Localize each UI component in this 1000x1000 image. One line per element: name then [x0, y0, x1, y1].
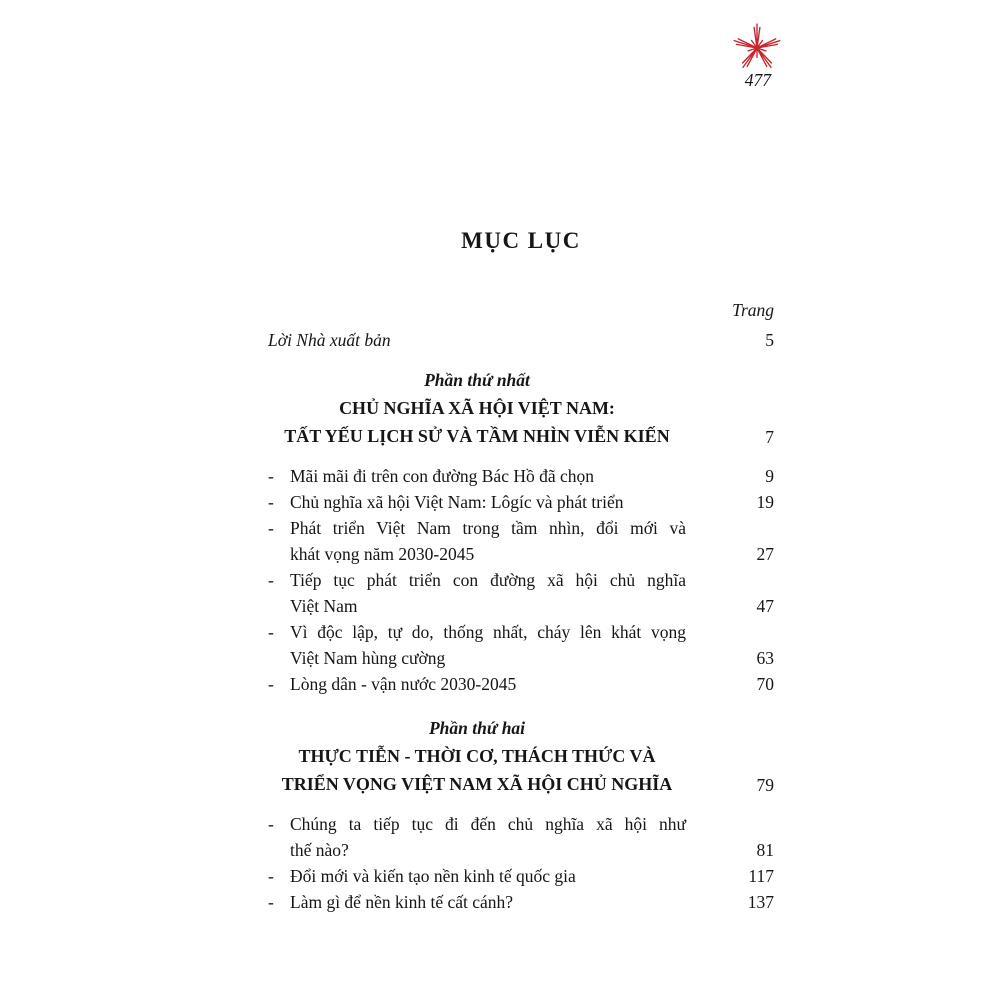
- toc-item-text: [268, 567, 716, 619]
- toc-item-page: 117: [748, 866, 774, 886]
- toc-item: [268, 489, 774, 515]
- toc-item-line: Vì độc lập, tự do, thống nhất, cháy lên khát vọng: [290, 622, 686, 642]
- toc-item-line: Việt Nam hùng cường: [290, 648, 446, 668]
- toc-item: [268, 889, 774, 915]
- toc-item: [268, 515, 774, 567]
- toc-item-line: Việt Nam: [290, 596, 358, 616]
- toc-item-page: 137: [747, 892, 774, 912]
- toc-item-line: Làm gì để nền kinh tế cất cánh?: [290, 892, 514, 912]
- part-2-header-text: [268, 714, 716, 798]
- toc-item: [268, 811, 774, 863]
- front-matter-label: Lời Nhà xuất bản: [268, 330, 391, 350]
- dash: -: [268, 492, 274, 512]
- toc-item-text: [268, 811, 716, 863]
- toc-item: [268, 863, 774, 889]
- toc-item-line: thế nào?: [290, 840, 349, 860]
- part-1-items: [268, 463, 774, 697]
- publisher-star-logo: [731, 22, 783, 74]
- toc-item-page: 27: [756, 544, 774, 564]
- toc-item-text: [268, 863, 716, 889]
- toc-item-line: Mãi mãi đi trên con đường Bác Hồ đã chọn: [290, 466, 595, 486]
- part-1-title-line: CHỦ NGHĨA XÃ HỘI VIỆT NAM:: [339, 398, 615, 418]
- part-1-title-line: TẤT YẾU LỊCH SỬ VÀ TẦM NHÌN VIỄN KIẾN: [284, 426, 670, 446]
- part-2-page: 79: [756, 775, 774, 795]
- dash: -: [268, 866, 274, 886]
- toc-item: [268, 567, 774, 619]
- part-2-title-line: THỰC TIỄN - THỜI CƠ, THÁCH THỨC VÀ: [298, 746, 656, 766]
- toc-item-line: Chủ nghĩa xã hội Việt Nam: Lôgíc và phát triển: [290, 492, 624, 512]
- toc-item-line: Tiếp tục phát triển con đường xã hội chủ nghĩa: [290, 570, 686, 590]
- toc-item-text: [268, 619, 716, 671]
- dash: -: [268, 674, 274, 694]
- part-1-page: 7: [765, 427, 774, 447]
- toc-item-text: [268, 463, 716, 489]
- part-2-header: [268, 714, 774, 798]
- toc-item-page: 81: [756, 840, 774, 860]
- toc-item-page: 63: [756, 648, 774, 668]
- toc-title: MỤC LỤC: [461, 228, 581, 253]
- toc-item-page: 19: [756, 492, 774, 512]
- toc-content: [268, 228, 774, 915]
- toc-item-page: 47: [756, 596, 774, 616]
- page-number: 477: [744, 70, 771, 90]
- dash: -: [268, 892, 274, 912]
- toc-item-line: Lòng dân - vận nước 2030-2045: [290, 674, 517, 694]
- part-2-title-line: TRIỂN VỌNG VIỆT NAM XÃ HỘI CHỦ NGHĨA: [281, 774, 673, 794]
- toc-item-page: 70: [756, 674, 774, 694]
- part-1-header: [268, 366, 774, 450]
- dash: -: [268, 466, 274, 486]
- part-2-kicker: Phần thứ hai: [428, 718, 526, 738]
- toc-item-line: Đổi mới và kiến tạo nền kinh tế quốc gia: [290, 866, 576, 886]
- toc-item-line: Chúng ta tiếp tục đi đến chủ nghĩa xã hội như: [290, 814, 686, 834]
- page-column-header: Trang: [732, 300, 774, 320]
- toc-item-line: Phát triển Việt Nam trong tầm nhìn, đổi mới và: [290, 518, 686, 538]
- front-matter-page: 5: [765, 330, 774, 350]
- toc-item-text: [268, 889, 716, 915]
- part-1-header-text: [268, 366, 716, 450]
- part-2-items: [268, 811, 774, 915]
- toc-item-line: khát vọng năm 2030-2045: [290, 544, 475, 564]
- toc-item: [268, 671, 774, 697]
- toc-item-text: [268, 489, 716, 515]
- toc-item-text: [268, 515, 716, 567]
- dash: -: [268, 570, 274, 590]
- dash: -: [268, 622, 274, 642]
- toc-item: [268, 463, 774, 489]
- toc-item-text: [268, 671, 716, 697]
- toc-item-page: 9: [765, 466, 774, 486]
- part-1-kicker: Phần thứ nhất: [424, 370, 530, 390]
- front-matter-row: [268, 327, 774, 353]
- dash: -: [268, 814, 274, 834]
- toc-item: [268, 619, 774, 671]
- dash: -: [268, 518, 274, 538]
